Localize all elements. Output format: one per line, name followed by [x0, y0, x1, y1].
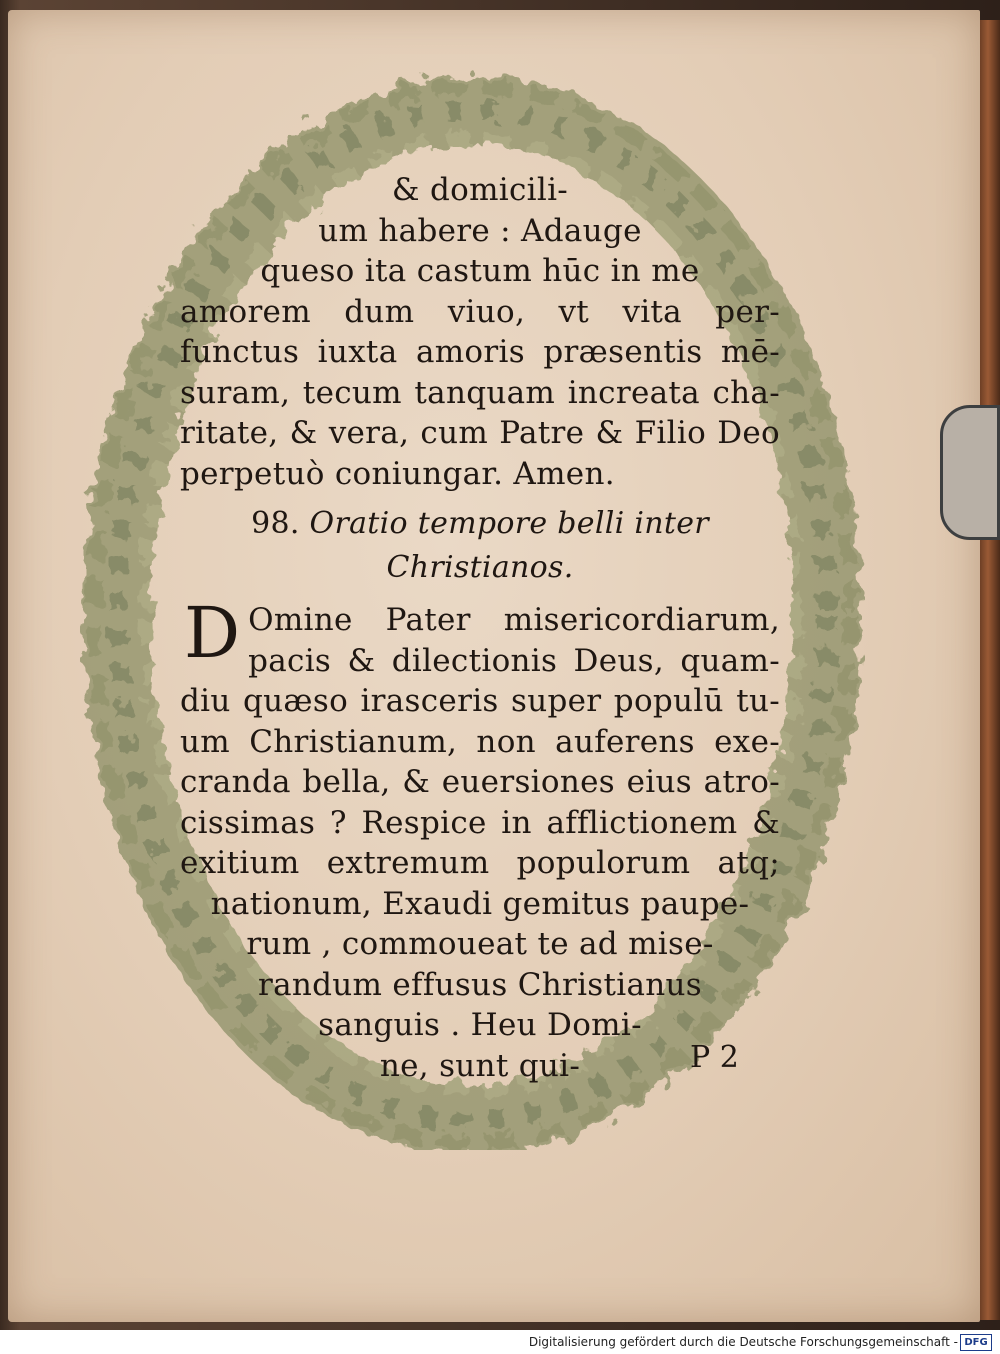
book-clasp	[940, 405, 1000, 540]
text-line: amorem dum viuo, vt vita per-	[180, 293, 780, 330]
text-line: nationum, Exaudi gemitus paupe-	[210, 885, 750, 922]
heading-line: Christianos.	[386, 550, 574, 585]
prayer-body	[180, 592, 780, 1086]
text-line: queso ita castum hūc in me	[260, 253, 700, 289]
text-line: & domicili-	[391, 172, 569, 208]
text-line: randum effusus Christianus	[257, 966, 703, 1003]
text-line: diu quæso irasceris super populū tu-	[180, 683, 780, 719]
dfg-logo: DFG	[960, 1334, 992, 1351]
text-line: um habere : Adauge	[318, 212, 642, 249]
text-line: ritate, & vera, cum Patre & Filio Deo	[180, 415, 780, 451]
footer-bar	[0, 1330, 1000, 1354]
text-line: cranda bella, & euersiones eius atro-	[180, 764, 780, 800]
text-line: pacis & dilectionis Deus, quam-	[248, 642, 780, 679]
page-edge	[980, 20, 1000, 1320]
prayer-heading	[180, 502, 780, 590]
page-text	[180, 170, 780, 1086]
drop-capital: D	[184, 592, 241, 674]
text-line: cissimas ? Respice in afflictionem &	[180, 804, 780, 841]
signature-mark: P 2	[690, 1040, 739, 1075]
funding-notice: Digitalisierung gefördert durch die Deutsche Forschungsgemeinschaft -	[528, 1335, 958, 1349]
prayer-number: 98.	[251, 506, 300, 541]
text-line: sanguis . Heu Domi-	[318, 1007, 642, 1043]
heading-line: Oratio tempore belli inter	[309, 506, 709, 541]
text-line: suram, tecum tanquam increata cha-	[180, 374, 780, 411]
text-line: functus iuxta amoris præsentis mē-	[180, 334, 780, 370]
text-line: Omine Pater misericordiarum,	[248, 602, 780, 638]
text-line: um Christianum, non auferens exe-	[180, 723, 780, 760]
text-line: rum , commoueat te ad mise-	[246, 926, 714, 962]
text-line: ne, sunt qui-	[379, 1047, 581, 1084]
text-line: exitium extremum populorum atq;	[180, 845, 780, 881]
text-line: perpetuò coniungar. Amen.	[180, 455, 615, 492]
